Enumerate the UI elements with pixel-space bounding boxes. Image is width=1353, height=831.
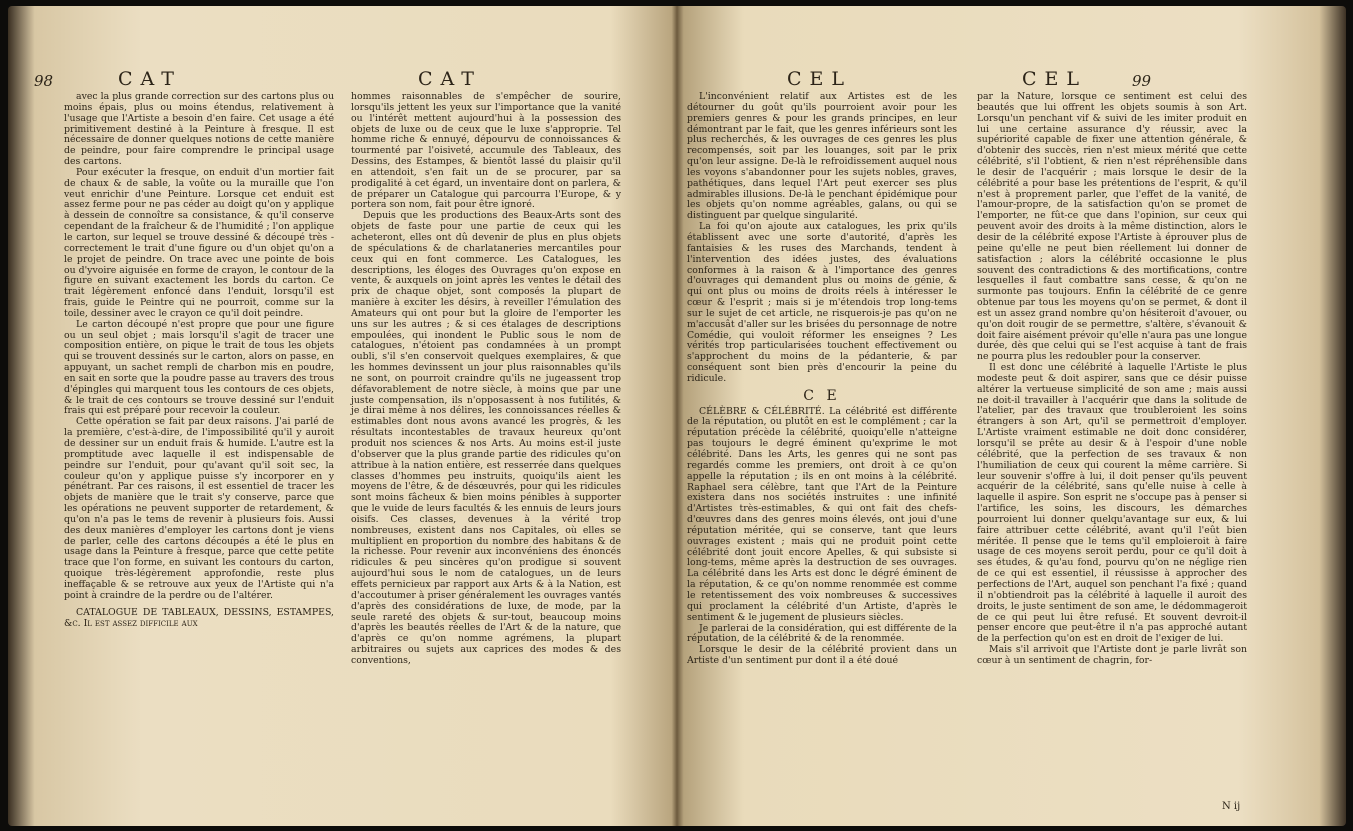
running-header-left-col1: CAT [118,68,182,90]
right-page-column-2 [977,92,1247,667]
paragraph: hommes raisonnables de s'empêcher de sourire, lorsqu'ils jettent les yeux sur l'importance que la vanité ou l'intérêt mettent aujourd'hui à la possession des objets de luxe ou de ceux que le luxe s'approprie. Tel homme riche & ennuyé, dépourvu de connoissances & tourmenté par l'oisiveté, accumule des Tableaux, des Dessins, des Estampes, & bientôt lassé du plaisir qu'il en attendoit, s'en fait un de se procurer, par sa prodigalité à cet égard, un inventaire dont on parlera, & de préparer un Catalogue qui parcourra l'Europe, & y portera son nom, fait pour être ignoré. [351,91,621,211]
left-page-column-2 [351,92,621,667]
paragraph: Pour exécuter la fresque, on enduit d'un mortier fait de chaux & de sable, la voûte ou la muraille que l'on veut enrichir d'une Peinture. Lorsque cet enduit est assez ferme pour ne pas céder au doigt qu'on y applique à dessein de connoître sa consistance, & qu'il conserve cependant de la fraîcheur & de l'humidité ; l'on applique le carton, sur lequel se trouve dessiné & découpé très - correctement le trait d'une figure ou d'un objet qu'on a le projet de peindre. On trace avec une pointe de bois ou d'yvoire aiguisée en forme de crayon, le contour de la figure en suivant exactement les bords du carton. Ce trait légèrement enfoncé dans l'enduit, lorsqu'il est frais, guide le Peintre qui ne pourroit, comme sur la toile, dessiner avec le crayon ce qu'il doit peindre. [64,166,334,319]
running-header-right-col1: CEL [787,68,853,90]
paragraph: par la Nature, lorsque ce sentiment est celui des beautés que lui offrent les objets soumis à son Art. Lorsqu'un penchant vif & suivi de les imiter produit en lui une certaine assurance d'y réussir, avec la supériorité capable de fixer une attention générale, & d'obtenir des succès, rien n'est mieux mérité que cette célébrité, s'il l'obtient, & rien n'est répréhensible dans le desir de l'acquérir ; mais lorsque le desir de la célébrité a pour base les prétentions de l'esprit, & qu'il n'est à proprement parler, que l'effet de la vanité, de l'amour-propre, de la satisfaction qu'on se promet de l'emporter, ne fût-ce que dans l'opinion, sur ceux qui peuvent avoir des droits à la même distinction, alors le desir de la célébrité expose l'Artiste à éprouver plus de peine qu'elle ne peut bien réellement lui donner de satisfaction ; alors la célébrité occasionne le plus souvent des contradictions & des mortifications, contre lesquelles il faut combattre sans cesse, & qu'on ne surmonte pas toujours. Enfin la célébrité de ce genre obtenue par tous les moyens qu'on se permet, & dont il est un assez grand nombre qu'on hésiteroit d'avouer, ou qu'on doit rougir de se permettre, s'altère, s'évanouit & doit faire aisément prévoir qu'elle n'aura pas une longue durée, dès que celui qui se l'est acquise à tant de frais ne pourra plus les redoubler pour la conserver. [977,91,1247,363]
right-page [677,6,1346,826]
paragraph: Cette opération se fait par deux raisons. J'ai parlé de la première, c'est-à-dire, de l'impossibilité qu'il y auroit de dessiner sur un enduit frais & humide. L'autre est la promptitude avec laquelle il est indispensable de peindre sur l'enduit, pour qu'avant qu'il soit sec, la couleur qu'on y applique puisse s'y incorporer en y pénétrant. Par ces raisons, il est essentiel de tracer les objets de manière que le trait s'y conserve, parce que les opérations ne peuvent supporter de retardement, & qu'on n'a pas le tems de revenir à plusieurs fois. Aussi des deux manières d'employer les cartons dont je viens de parler, celle des cartons découpés a été le plus en usage dans la Peinture à fresque, parce que cette petite trace que l'on forme, en suivant les contours du carton, quoique très-légèrement approfondie, reste plus ineffaçable & se retrouve aux yeux de l'Artiste qui n'a point à craindre de la perdre ou de l'altérer. [64,416,334,601]
paragraph: Je parlerai de la considération, qui est différente de la réputation, de la célébrité & de la renommée. [687,622,957,645]
paragraph: Lorsque le desir de la célébrité provient dans un Artiste d'un sentiment pur dont il a été doué [687,644,957,667]
right-page-column-1 [687,92,957,667]
paragraph: Depuis que les productions des Beaux-Arts sont des objets de faste pour une partie de ceux qui les acheteront, elles ont dû devenir de plus en plus objets de spéculations & de charlataneries mercantiles pour ceux qui en font commerce. Les Catalogues, les descriptions, les éloges des Ouvrages qu'on expose en vente, & auxquels on joint après les ventes le détail des prix de chaque objet, sont composés la plupart de manière à exciter les désirs, à reveiller l'émulation des Amateurs qui ont pour but la gloire de l'emporter les uns sur les autres ; & si ces étalages de descriptions empoulées, qui inondent le Public sous le nom de catalogues, n'étoient pas condamnées à un prompt oubli, s'il s'en conservoit quelques exemplaires, & que les hommes devinssent un jour plus raisonnables qu'ils ne sont, on pourroit craindre qu'ils ne jugeassent trop défavorablement de notre siècle, à moins que par une juste compensation, ils n'opposassent à nos futilités, & je dirai même à nos délires, les connoissances réelles & estimables dont nous avons avancé les progrès, & les résultats incontestables de travaux heureux qu'ont produit nos sciences & nos Arts. Au moins est-il juste d'observer que la plus grande partie des ridicules qu'on attribue à la nation entière, est resserrée dans quelques classes d'hommes peu instruits, quoiqu'ils aient les moyens de l'être, & de désœuvrés, pour qui les ridicules sont moins fâcheux & bien moins pénibles à supporter que le vuide de leurs facultés & les ennuis de leurs jours oisifs. Ces classes, devenues à la vérité trop nombreuses, existent dans nos Capitales, où elles se multiplient en proportion du nombre des habitans & de la richesse. Pour revenir aux inconvéniens des énoncés ridicules & peu sincères qu'on prodigue si souvent aujourd'hui sous le nom de catalogues, un de leurs effets pernicieux par rapport aux Arts & à la Nation, est d'accoutumer à priser généralement les ouvrages vantés d'après des considérations de luxe, de mode, par la seule rareté des objets & sur-tout, beaucoup moins d'après les beautés réelles de l'Art & de la nature, que d'après ce qu'on nomme agrémens, la plupart arbitraires ou sujets aux caprices des modes & des conventions, [351,210,621,666]
paragraph: Mais s'il arrivoit que l'Artiste dont je parle livrât son cœur à un sentiment de chagrin, for- [977,644,1247,666]
paragraph: Le carton découpé n'est propre que pour une figure ou un seul objet ; mais lorsqu'il s'agit de tracer une composition entière, on pique le trait de tous les objets qui se trouvent dessinés sur le carton, alors on passe, en appuyant, un sachet rempli de charbon mis en poudre, en sait en sorte que la poudre passe au travers des trous d'épingles qui marquent tous les contours de ces objets, & le trait de ces contours se trouve dessiné sur l'enduit frais qui est préparé pour recevoir la couleur. [64,318,334,417]
paragraph: L'inconvénient relatif aux Artistes est de les détourner du goût qu'ils pourroient avoir pour les premiers genres & pour les grands principes, en leur démontrant par le fait, que les genres inférieurs sont les plus recherchés, & les ouvrages de ces genres les plus recompensés, soit par les louanges, soit par le prix qu'on leur assigne. De-là le refroidissement auquel nous les voyons s'abandonner pour les sujets nobles, graves, pathétiques, dans lequel l'Art peut exercer ses plus admirables illusions. De-là le penchant épidémique pour les objets qu'on nomme agréables, galans, ou qui se distinguent par quelque singularité. [687,91,957,222]
paragraph: CÉLÈBRE & CÉLÉBRITÉ. La célébrité est différente de la réputation, ou plutôt en est le complément ; car la réputation précède la célébrité, quoiqu'elle n'atteigne pas toujours le degré éminent qu'exprime le mot célébrité. Dans les Arts, les genres qui ne sont pas regardés comme les premiers, ont droit à ce qu'on appelle la réputation ; ils en ont moins à la célébrité. Raphael sera célèbre, tant que l'Art de la Peinture existera dans nos sociétés instruites : une infinité d'Artistes très-estimables, & qui ont fait des chefs-d'œuvres dans des genres moins élevés, ont joui d'une réputation méritée, qui se conserve, tant que leurs ouvrages existent ; mais qui ne produit point cette célébrité dont jouit encore Apelles, & qui subsiste si long-tems, même après la destruction de ses ouvrages. La célébrité dans les Arts est donc le dégré éminent de la réputation, & ce qu'on nomme renommée est comme le retentissement des voix nombreuses & successives qui proclament la célébrité d'un Artiste, d'après le sentiment & le jugement de plusieurs siècles. [687,405,957,623]
left-page [8,6,677,826]
catalogue-entry-heading: CATALOGUE DE TABLEAUX, DESSINS, ESTAMPES, &c. Il est assez difficile aux [64,606,334,629]
running-header-left-col2: CAT [418,68,482,90]
open-book [8,6,1346,826]
page-number-left: 98 [34,72,54,90]
paragraph: La foi qu'on ajoute aux catalogues, les prix qu'ils établissent avec une sorte d'autorité, d'après les fantaisies & les ruses des Marchands, tendent à l'intervention des idées justes, des évaluations conformes à la raison & à l'importance des genres d'ouvrages qui demandent plus ou moins de génie, & qui ont plus ou moins de droits réels à intéresser le cœur & l'esprit ; mais si je m'étendois trop long-tems sur le sujet de cet article, ne risquerois-je pas qu'on ne m'accusât d'aller sur les brisées du personnage de notre Comédie, qui vouloit réformer les enseignes ? Les vérités trop particularisées touchent effectivement ou s'approchent du moins de la pédanterie, & par conséquent sont bien près d'encourir la peine du ridicule. [687,221,957,384]
page-number-right: 99 [1132,72,1152,90]
signature-mark: N ij [1222,801,1241,812]
paragraph: avec la plus grande correction sur des cartons plus ou moins épais, plus ou moins étendus, relativement à l'usage que l'Artiste a besoin d'en faire. Cet usage a été primitivement destiné à la Peinture à fresque. Il est nécessaire de donner quelques notions de cette manière de peindre, pour faire comprendre le principal usage des cartons. [64,91,334,168]
left-page-column-1 [64,92,334,629]
paragraph: Il est donc une célébrité à laquelle l'Artiste le plus modeste peut & doit aspirer, sans que ce désir puisse altérer la vertueuse simplicité de son ame ; mais aussi ne doit-il travailler à l'acquérir que dans la solitude de l'atelier, par des travaux que troubleroient les soins étrangers à son Art, qu'il se permettroit d'employer. L'Artiste vraiment estimable ne doit donc considérer, lorsqu'il se prête au desir & à l'espoir d'une noble célébrité, que la perfection de ses travaux & non l'humiliation de ceux qui courent la même carrière. Si leur souvenir s'offre à lui, il doit penser qu'ils peuvent acquérir de la célébrité, sans qu'elle nuise à celle à laquelle il aspire. Son esprit ne s'occupe pas à penser si l'artifice, les soins, les discours, les démarches pourroient lui donner quelqu'avantage sur eux, & lui faire attribuer cette célébrité, avant qu'il l'eût bien méritée. Il pense que le tems qu'il emploieroit à faire usage de ces moyens seroit perdu, pour ce qu'il doit à ses études, & qu'au fond, pourvu qu'on ne néglige rien de ce qui est essentiel, il réussisse à approcher des perfections de l'Art, auquel son penchant l'a fixé ; quand il n'obtiendroit pas la célébrité à laquelle il auroit des droits, le juste sentiment de son ame, le dédommageroit de ce qui peut lui être refusé. Et souvent devroit-il penser encore que peut-être il n'a pas approché autant de la perfection qu'on est en droit de l'exiger de lui. [977,362,1247,645]
section-heading: C E [803,387,841,404]
running-header-right-col2: CEL [1022,68,1088,90]
